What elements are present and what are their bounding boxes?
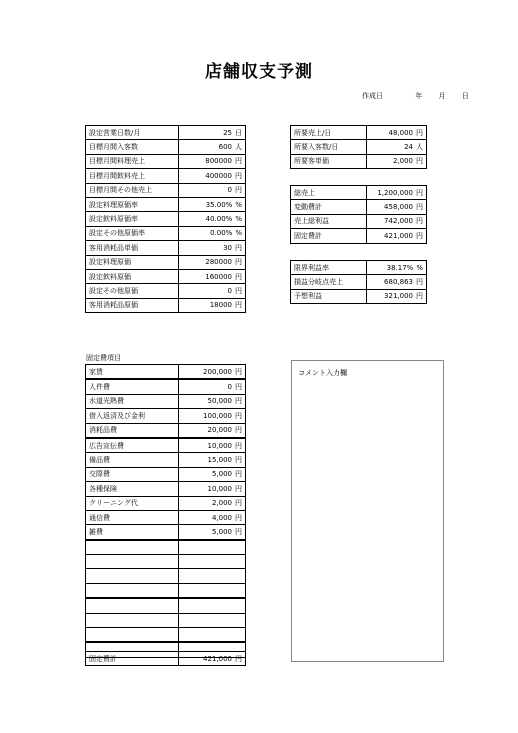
row-label: 雑費: [86, 525, 179, 540]
row-value: 15,000: [207, 456, 232, 465]
row-unit: 日: [235, 128, 242, 137]
empty-cell[interactable]: [179, 569, 246, 583]
value-cell[interactable]: [179, 482, 246, 496]
row-unit: 円: [235, 527, 242, 536]
value-cell[interactable]: [179, 226, 246, 240]
row-label: 水道光熱費: [86, 394, 179, 408]
table-row: [86, 394, 246, 408]
empty-row: [86, 569, 246, 583]
table-row: [291, 200, 427, 214]
row-label: 客用消耗品単価: [86, 241, 179, 255]
row-label: 変動費計: [291, 200, 367, 214]
table-row: [291, 275, 427, 289]
row-label: 所要売上/日: [291, 126, 367, 140]
month-label: 月: [438, 92, 446, 100]
daily-requirements-table: [290, 125, 427, 169]
row-label: 各種保険: [86, 482, 179, 496]
row-unit: %: [235, 215, 242, 224]
row-label: 固定費計: [291, 229, 367, 243]
created-date-label: 作成日: [362, 92, 383, 100]
row-label: 交際費: [86, 467, 179, 481]
row-label: 限界利益率: [291, 261, 367, 275]
row-label: 客用消耗品原価: [86, 298, 179, 312]
row-value: 100,000: [203, 411, 232, 420]
row-unit: 円: [416, 231, 423, 240]
table-row: [86, 409, 246, 423]
table-row: [86, 423, 246, 438]
row-unit: 円: [416, 292, 423, 301]
table-row: [291, 261, 427, 275]
row-value: 50,000: [207, 397, 232, 406]
table-row: [86, 467, 246, 481]
value-cell[interactable]: [367, 214, 427, 228]
row-unit: 円: [235, 441, 242, 450]
table-row: [86, 126, 246, 140]
empty-cell[interactable]: [179, 540, 246, 555]
profit-analysis-table: [290, 260, 427, 304]
row-value: 10,000: [207, 441, 232, 450]
table-row: [291, 154, 427, 168]
fixed-cost-total-label: 固定費計: [86, 652, 179, 666]
empty-row: [86, 583, 246, 598]
row-unit: 円: [235, 157, 242, 166]
row-unit: 円: [416, 217, 423, 226]
row-label: 総売上: [291, 186, 367, 200]
row-value: 24: [404, 143, 413, 152]
row-label: 設定営業日数/月: [86, 126, 179, 140]
comment-label: コメント入力欄: [298, 369, 347, 377]
fixed-cost-section-label: 固定費項目: [86, 354, 121, 362]
value-cell[interactable]: [179, 379, 246, 394]
row-label: 目標月間飲料売上: [86, 169, 179, 183]
row-value: 0.00%: [210, 229, 233, 238]
value-cell[interactable]: [367, 289, 427, 303]
value-cell[interactable]: [179, 409, 246, 423]
row-unit: %: [235, 229, 242, 238]
row-label: 消耗品費: [86, 423, 179, 438]
row-label: 備品費: [86, 453, 179, 467]
row-label: 家賃: [86, 365, 179, 380]
table-row: [291, 229, 427, 243]
empty-row: [86, 555, 246, 569]
row-value: 30: [223, 243, 232, 252]
row-label: 借入返済及び金利: [86, 409, 179, 423]
row-label: 目標月間入客数: [86, 140, 179, 154]
row-label: 所要客単価: [291, 154, 367, 168]
table-row: [86, 241, 246, 255]
table-row: [86, 510, 246, 524]
value-cell[interactable]: [179, 197, 246, 211]
row-label: 広告宣伝費: [86, 438, 179, 453]
empty-cell[interactable]: [86, 613, 179, 627]
value-cell[interactable]: [367, 261, 427, 275]
table-row: [86, 438, 246, 453]
row-value: 40.00%: [205, 215, 233, 224]
row-unit: 円: [416, 203, 423, 212]
row-value: 5,000: [211, 470, 232, 479]
comment-input-box[interactable]: [291, 360, 444, 662]
empty-cell[interactable]: [179, 598, 246, 613]
row-value: 400000: [205, 171, 232, 180]
row-unit: 円: [235, 411, 242, 420]
table-row: [86, 298, 246, 312]
created-date-line: [362, 91, 469, 101]
empty-row: [86, 613, 246, 627]
row-unit: 人: [416, 143, 423, 152]
empty-cell[interactable]: [86, 569, 179, 583]
table-row: [291, 126, 427, 140]
settings-table: [85, 125, 246, 313]
value-cell[interactable]: [179, 298, 246, 312]
value-cell[interactable]: [179, 496, 246, 510]
fixed-cost-total-table: [85, 651, 246, 666]
row-value: 680,863: [384, 278, 413, 287]
row-unit: 円: [235, 513, 242, 522]
fixed-cost-table: [85, 364, 246, 658]
row-label: 予想利益: [291, 289, 367, 303]
value-cell[interactable]: [179, 183, 246, 197]
row-value: 600: [218, 143, 232, 152]
row-label: 所要入客数/日: [291, 140, 367, 154]
row-unit: 円: [235, 499, 242, 508]
empty-cell[interactable]: [179, 628, 246, 643]
empty-cell[interactable]: [86, 628, 179, 643]
row-value: 742,000: [384, 217, 413, 226]
row-value: 25: [223, 128, 232, 137]
fixed-cost-total-row: [86, 652, 246, 666]
table-row: [86, 482, 246, 496]
fixed-cost-total-unit: 円: [235, 654, 242, 663]
row-unit: %: [235, 200, 242, 209]
row-unit: 円: [235, 243, 242, 252]
row-value: 421,000: [384, 231, 413, 240]
empty-row: [86, 628, 246, 643]
row-unit: 円: [235, 258, 242, 267]
page-title: 店舗収支予測: [205, 62, 313, 82]
value-cell[interactable]: [367, 200, 427, 214]
table-row: [86, 525, 246, 540]
row-value: 4,000: [211, 513, 232, 522]
year-label: 年: [415, 92, 423, 100]
row-value: 10,000: [207, 484, 232, 493]
value-cell[interactable]: [179, 510, 246, 524]
empty-cell[interactable]: [86, 540, 179, 555]
row-label: 設定その他原価: [86, 284, 179, 298]
value-cell[interactable]: [179, 423, 246, 438]
value-cell[interactable]: [367, 140, 427, 154]
row-value: 1,200,000: [377, 188, 413, 197]
row-unit: 円: [416, 188, 423, 197]
row-unit: 円: [235, 171, 242, 180]
row-value: 48,000: [388, 128, 413, 137]
row-value: 280000: [205, 258, 232, 267]
table-row: [86, 496, 246, 510]
table-row: [86, 365, 246, 380]
row-unit: 円: [235, 426, 242, 435]
value-cell[interactable]: [179, 212, 246, 226]
table-row: [86, 183, 246, 197]
row-unit: 円: [235, 456, 242, 465]
value-cell[interactable]: [179, 467, 246, 481]
row-label: クリーニング代: [86, 496, 179, 510]
row-label: 設定飲料原価: [86, 269, 179, 283]
row-unit: 円: [235, 186, 242, 195]
row-label: 売上総利益: [291, 214, 367, 228]
row-value: 5,000: [211, 527, 232, 536]
row-unit: 円: [235, 397, 242, 406]
value-cell[interactable]: [179, 284, 246, 298]
row-unit: 円: [235, 301, 242, 310]
row-unit: 円: [235, 367, 242, 376]
table-row: [291, 214, 427, 228]
empty-cell[interactable]: [86, 598, 179, 613]
value-cell[interactable]: [179, 140, 246, 154]
row-value: 0: [227, 286, 232, 295]
row-unit: %: [416, 263, 423, 272]
row-label: 設定料理原価: [86, 255, 179, 269]
empty-row: [86, 540, 246, 555]
value-cell[interactable]: [367, 186, 427, 200]
row-value: 2,000: [211, 499, 232, 508]
empty-cell[interactable]: [179, 555, 246, 569]
table-row: [86, 269, 246, 283]
row-unit: 円: [235, 272, 242, 281]
value-cell[interactable]: [179, 394, 246, 408]
row-unit: 円: [235, 484, 242, 493]
fixed-cost-total-cell[interactable]: [179, 652, 246, 666]
empty-row: [86, 598, 246, 613]
value-cell[interactable]: [367, 229, 427, 243]
row-unit: 円: [416, 128, 423, 137]
table-row: [291, 289, 427, 303]
table-row: [86, 453, 246, 467]
row-value: 35.00%: [205, 200, 233, 209]
row-label: 損益分岐点売上: [291, 275, 367, 289]
table-row: [86, 255, 246, 269]
row-value: 800000: [205, 157, 232, 166]
empty-cell[interactable]: [179, 583, 246, 598]
row-label: 設定飲料原価率: [86, 212, 179, 226]
empty-cell[interactable]: [86, 583, 179, 598]
value-cell[interactable]: [179, 525, 246, 540]
row-value: 0: [227, 383, 232, 392]
table-row: [86, 169, 246, 183]
value-cell[interactable]: [367, 126, 427, 140]
value-cell[interactable]: [179, 255, 246, 269]
value-cell[interactable]: [179, 169, 246, 183]
value-cell[interactable]: [179, 241, 246, 255]
row-unit: 円: [416, 278, 423, 287]
row-label: 目標月間その他売上: [86, 183, 179, 197]
row-unit: 円: [235, 470, 242, 479]
revenue-summary-table: [290, 185, 427, 244]
row-unit: 円: [235, 286, 242, 295]
row-unit: 円: [416, 157, 423, 166]
row-label: 設定その他原価率: [86, 226, 179, 240]
value-cell[interactable]: [367, 275, 427, 289]
table-row: [86, 379, 246, 394]
value-cell[interactable]: [179, 269, 246, 283]
row-value: 18000: [209, 301, 232, 310]
table-row: [86, 197, 246, 211]
table-row: [86, 212, 246, 226]
table-row: [291, 186, 427, 200]
row-label: 人件費: [86, 379, 179, 394]
row-value: 321,000: [384, 292, 413, 301]
row-value: 20,000: [207, 426, 232, 435]
value-cell[interactable]: [367, 154, 427, 168]
row-value: 38.17%: [386, 263, 414, 272]
table-row: [86, 154, 246, 168]
row-label: 目標月間料理売上: [86, 154, 179, 168]
table-row: [86, 226, 246, 240]
value-cell[interactable]: [179, 453, 246, 467]
row-unit: 円: [235, 383, 242, 392]
table-row: [291, 140, 427, 154]
empty-cell[interactable]: [86, 555, 179, 569]
row-value: 160000: [205, 272, 232, 281]
row-value: 458,000: [384, 203, 413, 212]
table-row: [86, 284, 246, 298]
value-cell[interactable]: [179, 365, 246, 380]
row-value: 2,000: [392, 157, 413, 166]
row-value: 200,000: [203, 367, 232, 376]
day-label: 日: [461, 92, 469, 100]
row-label: 通信費: [86, 510, 179, 524]
value-cell[interactable]: [179, 154, 246, 168]
value-cell[interactable]: [179, 126, 246, 140]
value-cell[interactable]: [179, 438, 246, 453]
empty-cell[interactable]: [179, 613, 246, 627]
fixed-cost-total-value: 421,000: [203, 654, 232, 663]
row-value: 0: [227, 186, 232, 195]
row-label: 設定料理原価率: [86, 197, 179, 211]
row-unit: 人: [235, 143, 242, 152]
table-row: [86, 140, 246, 154]
